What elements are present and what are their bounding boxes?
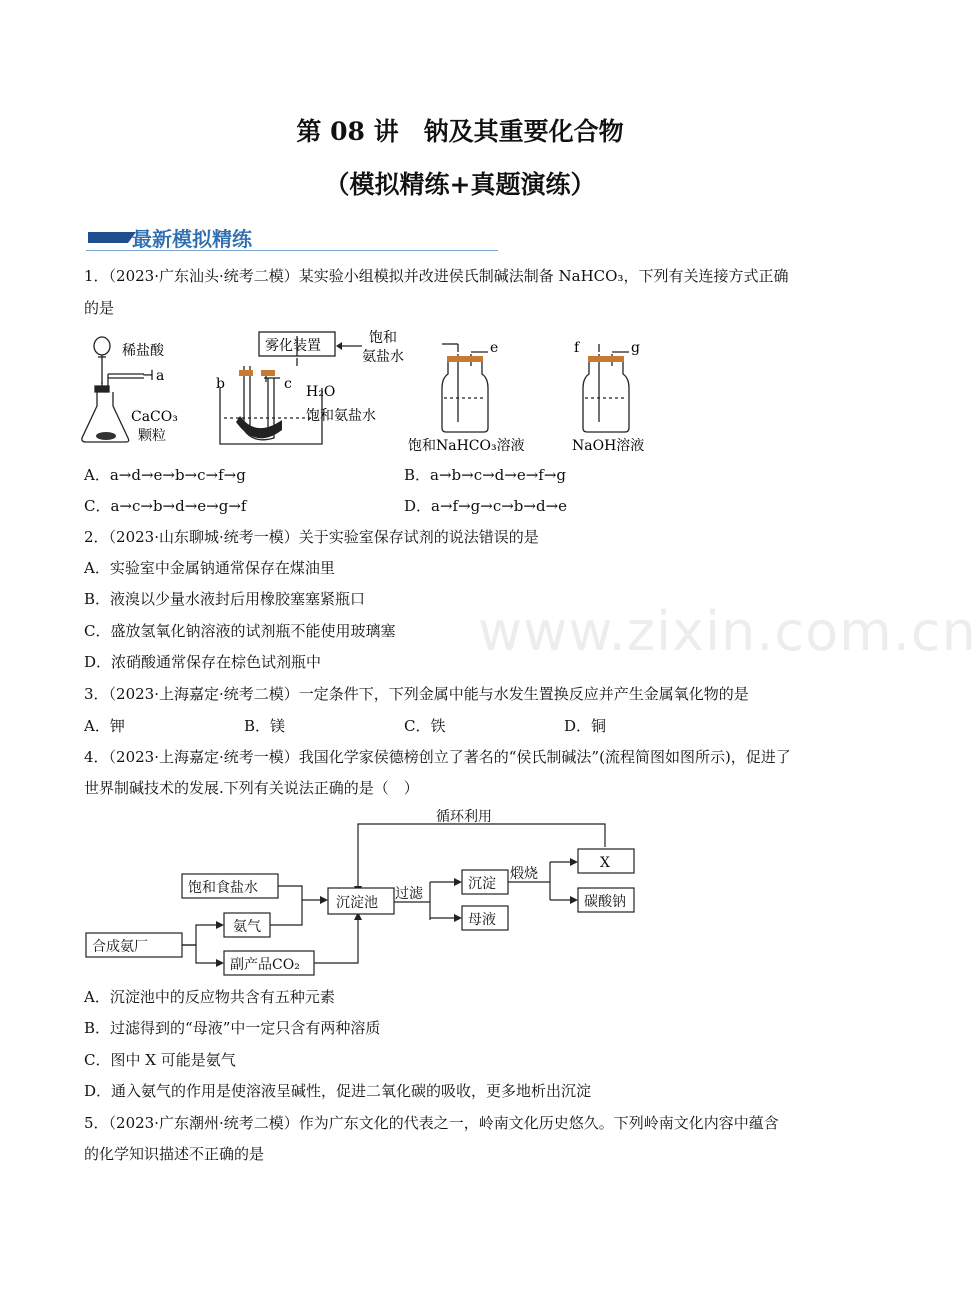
- caco3-label: CaCO₃: [131, 409, 178, 425]
- q1-stem-line2: 的是: [84, 299, 115, 317]
- q3-option-b: B．镁: [244, 717, 286, 735]
- atomizer-label: 雾化装置: [265, 338, 321, 354]
- q1-option-a: A．a→d→e→b→c→f→g: [84, 466, 246, 484]
- q2-stem: 2．（2023·山东聊城·统考一模）关于实验室保存试剂的说法错误的是: [84, 528, 539, 546]
- q5-stem-line2: 的化学知识描述不正确的是: [84, 1145, 265, 1163]
- q1-stem-line1: 1．（2023·广东汕头·统考二模）某实验小组模拟并改进侯氏制碱法制备 NaHCO₃，下列有关连接方式正确: [84, 267, 789, 285]
- ammonia-brine-label: 氨盐水: [362, 349, 404, 365]
- caco3-granules-icon: [96, 432, 116, 440]
- q4-stem-line2: 世界制碱技术的发展.下列有关说法正确的是（ ）: [84, 779, 419, 797]
- flow-x-label: X: [600, 855, 610, 871]
- q4-stem-line1: 4．（2023·上海嘉定·统考一模）我国化学家侯德榜创立了著名的“侯氏制碱法”(流程简图如图所示)，促进了: [84, 748, 791, 766]
- q4-option-a: A．沉淀池中的反应物共含有五种元素: [84, 988, 335, 1006]
- arrow-precip-icon: [454, 878, 462, 886]
- flow-ammonia-label: 氨气: [233, 919, 261, 935]
- q4-option-c: C．图中 X 可能是氨气: [84, 1051, 236, 1069]
- flow-byproduct-label: 副产品CO₂: [230, 957, 300, 973]
- q2-option-c: C．盛放氢氧化钠溶液的试剂瓶不能使用玻璃塞: [84, 622, 396, 640]
- arrow-mother-icon: [454, 914, 462, 922]
- q2-option-b: B．液溴以少量水液封后用橡胶塞塞紧瓶口: [84, 590, 366, 608]
- arrow-ammonia-icon: [216, 921, 224, 929]
- q3-option-d: D．铜: [564, 717, 607, 735]
- q3-stem: 3．（2023·上海嘉定·统考二模）一定条件下，下列金属中能与水发生置换反应并产生金属氧化物的是: [84, 685, 749, 703]
- watermark: www.zixin.com.cn: [478, 600, 977, 663]
- arrow-x-icon: [570, 858, 578, 866]
- feed-arrowhead-icon: [336, 342, 342, 350]
- arrow-soda-icon: [570, 896, 578, 904]
- q1-option-d: D．a→f→g→c→b→d→e: [404, 497, 568, 515]
- flow-filter-label: 过滤: [395, 886, 423, 902]
- hcl-label: 稀盐酸: [122, 343, 164, 359]
- q4-option-d: D．通入氨气的作用是使溶液呈碱性，促进二氧化碳的吸收，更多地析出沉淀: [84, 1082, 592, 1100]
- flow-tank-label: 沉淀池: [336, 895, 378, 911]
- flow-calcine-label: 煅烧: [510, 866, 538, 882]
- port-f-label: f: [574, 340, 580, 356]
- q5-stem-line1: 5．（2023·广东潮州·统考二模）作为广东文化的代表之一，岭南文化历史悠久。下列岭南文化内容中蕴含: [84, 1114, 779, 1132]
- saturated-label: 饱和: [369, 330, 397, 346]
- flow-recycle-label: 循环利用: [436, 809, 492, 825]
- bottle2-stopper-icon: [588, 356, 624, 362]
- q3-option-c: C．铁: [404, 717, 446, 735]
- flow-brine-label: 饱和食盐水: [188, 880, 258, 896]
- u-tube-fill: [236, 416, 282, 438]
- q1-option-b: B．a→b→c→d→e→f→g: [404, 466, 567, 484]
- q2-option-d: D．浓硝酸通常保存在棕色试剂瓶中: [84, 653, 322, 671]
- section-header: [86, 224, 498, 251]
- bottle1-stopper-icon: [447, 356, 483, 362]
- flow-precip-label: 沉淀: [468, 876, 496, 892]
- stopper-b-icon: [239, 370, 253, 376]
- flow-mother-label: 母液: [468, 912, 496, 928]
- section-label: 最新模拟精练: [132, 227, 252, 251]
- port-g-label: g: [631, 340, 640, 356]
- flow-soda-label: 碳酸钠: [584, 894, 626, 910]
- q4-flow-diagram: [84, 806, 644, 978]
- port-e-label: e: [490, 340, 499, 356]
- page-subtitle: （模拟精练+真题演练）: [324, 170, 596, 199]
- stopper-c-icon: [261, 370, 275, 376]
- arrow-tank-in-icon: [320, 896, 328, 904]
- port-b-label: b: [216, 376, 225, 392]
- port-a-label: a: [156, 368, 165, 384]
- q1-apparatus-figure: [84, 326, 664, 456]
- q2-option-a: A．实验室中金属钠通常保存在煤油里: [84, 559, 335, 577]
- granules-label: 颗粒: [138, 428, 166, 444]
- q4-option-b: B．过滤得到的“母液”中一定只含有两种溶质: [84, 1019, 381, 1037]
- nahco3-solution-label: 饱和NaHCO₃溶液: [408, 438, 525, 454]
- section-bar-icon: [88, 232, 128, 243]
- sat-ammonia-brine-label: 饱和氨盐水: [306, 408, 376, 424]
- arrow-byproduct-icon: [216, 959, 224, 967]
- q3-option-a: A．钾: [84, 717, 125, 735]
- naoh-solution-label: NaOH溶液: [572, 438, 645, 454]
- q1-option-c: C．a→c→b→d→e→g→f: [84, 497, 247, 515]
- h2o-label: H₂O: [306, 384, 336, 400]
- page-title: 第 08 讲 钠及其重要化合物: [296, 117, 624, 146]
- flow-synth-label: 合成氨厂: [92, 939, 148, 955]
- valve-label-icon: ⊣: [142, 368, 155, 384]
- port-c-label: c: [284, 376, 292, 392]
